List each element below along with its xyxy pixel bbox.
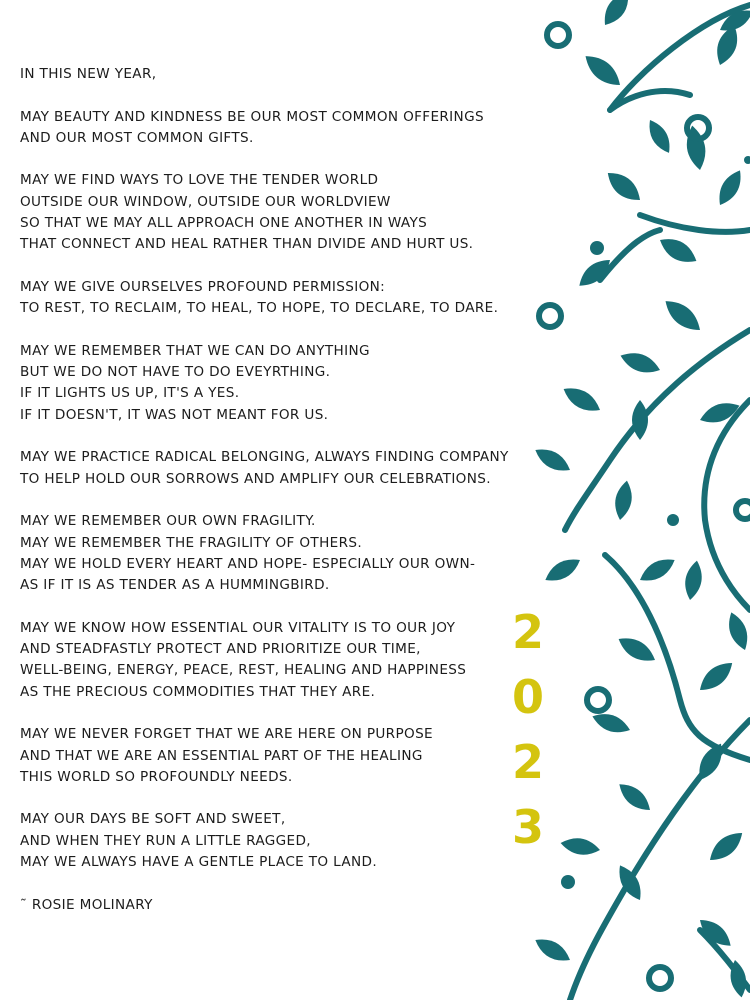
poem-line: AND STEADFASTLY PROTECT AND PRIORITIZE OUR TIME, [20, 641, 421, 658]
leaf-icon [695, 656, 738, 696]
poem-line: MAY WE GIVE OURSELVES PROFOUND PERMISSION: [20, 278, 386, 295]
stanza [20, 107, 530, 150]
poem-line: MAY WE REMEMBER OUR OWN FRAGILITY. [20, 513, 316, 530]
poem [20, 64, 530, 916]
leaf-icon [541, 553, 584, 587]
poem-line: IF IT LIGHTS US UP, IT'S A YES. [20, 385, 240, 402]
leaf-icon [531, 443, 574, 477]
year-digit: 3 [511, 800, 544, 854]
poem-line: MAY BEAUTY AND KINDNESS BE OUR MOST COMMON OFFERINGS [20, 108, 484, 125]
dot-icon [667, 514, 679, 526]
leaf-icon [559, 835, 601, 858]
poem-line: AND WHEN THEY RUN A LITTLE RAGGED, [20, 832, 311, 849]
leaf-icon [559, 382, 604, 418]
leaf-icon [580, 49, 626, 92]
poem-line: MAY WE ALWAYS HAVE A GENTLE PLACE TO LAND. [20, 853, 378, 870]
poem-line: AND THAT WE ARE AN ESSENTIAL PART OF THE HEALING [20, 747, 423, 764]
leaf-icon [656, 232, 701, 269]
poem-line: WELL-BEING, ENERGY, PEACE, REST, HEALING AND HAPPINESS [20, 662, 467, 679]
year-digit: 2 [511, 735, 544, 789]
poem-line: TO REST, TO RECLAIM, TO HEAL, TO HOPE, TO DECLARE, TO DARE. [20, 300, 499, 317]
ring-icon [539, 305, 561, 327]
stanza [20, 64, 530, 85]
poem-line: OUTSIDE OUR WINDOW, OUTSIDE OUR WORLDVIEW [20, 193, 391, 210]
leaf-icon [598, 0, 635, 30]
poem-line: SO THAT WE MAY ALL APPROACH ONE ANOTHER IN WAYS [20, 215, 428, 232]
leaf-icon [705, 826, 748, 866]
poem-line: MAY WE KNOW HOW ESSENTIAL OUR VITALITY IS TO OUR JOY [20, 619, 456, 636]
dot-icon [561, 875, 575, 889]
poem-line: AND OUR MOST COMMON GIFTS. [20, 129, 254, 146]
poem-line: IF IT DOESN'T, IT WAS NOT MEANT FOR US. [20, 406, 329, 423]
stanza [20, 724, 530, 788]
year-digit: 0 [511, 670, 544, 724]
poem-line: MAY OUR DAYS BE SOFT AND SWEET, [20, 811, 286, 828]
poem-line: MAY WE PRACTICE RADICAL BELONGING, ALWAYS FINDING COMPANY [20, 449, 509, 466]
ring-icon [736, 501, 750, 519]
poem-line: BUT WE DO NOT HAVE TO DO EVEYRTHING. [20, 364, 331, 381]
poem-line: TO HELP HOLD OUR SORROWS AND AMPLIFY OUR CELEBRATIONS. [20, 470, 491, 487]
leaf-icon [713, 166, 747, 209]
stanza [20, 341, 530, 426]
vine-stem [600, 230, 660, 280]
leaf-icon [660, 294, 706, 337]
poem-line: MAY WE REMEMBER THAT WE CAN DO ANYTHING [20, 342, 370, 359]
dot-icon [590, 241, 604, 255]
stanza [20, 277, 530, 320]
leaf-icon [636, 553, 679, 587]
leaf-icon [602, 166, 646, 207]
stanza [20, 447, 530, 490]
attribution: ˜ ROSIE MOLINARY [20, 896, 153, 913]
leaf-icon [644, 116, 676, 156]
poem-line: AS IF IT IS AS TENDER AS A HUMMINGBIRD. [20, 577, 330, 594]
poem-line: MAY WE NEVER FORGET THAT WE ARE HERE ON PURPOSE [20, 726, 433, 743]
ring-icon [649, 967, 671, 989]
stanza [20, 618, 530, 703]
stanza [20, 170, 530, 255]
poem-line: MAY WE REMEMBER THE FRAGILITY OF OTHERS. [20, 534, 363, 551]
dot-icon [744, 156, 750, 164]
poem-line: MAY WE FIND WAYS TO LOVE THE TENDER WORLD [20, 172, 379, 189]
leaf-icon [612, 479, 635, 521]
leaf-icon [614, 778, 655, 816]
ring-icon [587, 689, 609, 711]
vine-leaves-decoration [520, 0, 750, 1000]
leaf-icon [618, 348, 663, 378]
ring-icon [547, 24, 569, 46]
vine-stem [704, 400, 750, 610]
year-digit: 2 [511, 605, 544, 659]
poem-line: THAT CONNECT AND HEAL RATHER THAN DIVIDE AND HURT US. [20, 236, 474, 253]
leaf-icon [682, 559, 705, 601]
poem-line: IN THIS NEW YEAR, [20, 66, 157, 82]
poem-line: THIS WORLD SO PROFOUNDLY NEEDS. [20, 768, 293, 785]
stanza [20, 809, 530, 873]
leaf-icon [614, 632, 659, 668]
stanza [20, 511, 530, 596]
poem-line: AS THE PRECIOUS COMMODITIES THAT THEY ARE. [20, 683, 376, 700]
leaf-icon [724, 610, 750, 653]
leaf-icon [531, 933, 574, 967]
poem-line: MAY WE HOLD EVERY HEART AND HOPE- ESPECIALLY OUR OWN- [20, 555, 476, 572]
leaf-icon [632, 400, 648, 440]
